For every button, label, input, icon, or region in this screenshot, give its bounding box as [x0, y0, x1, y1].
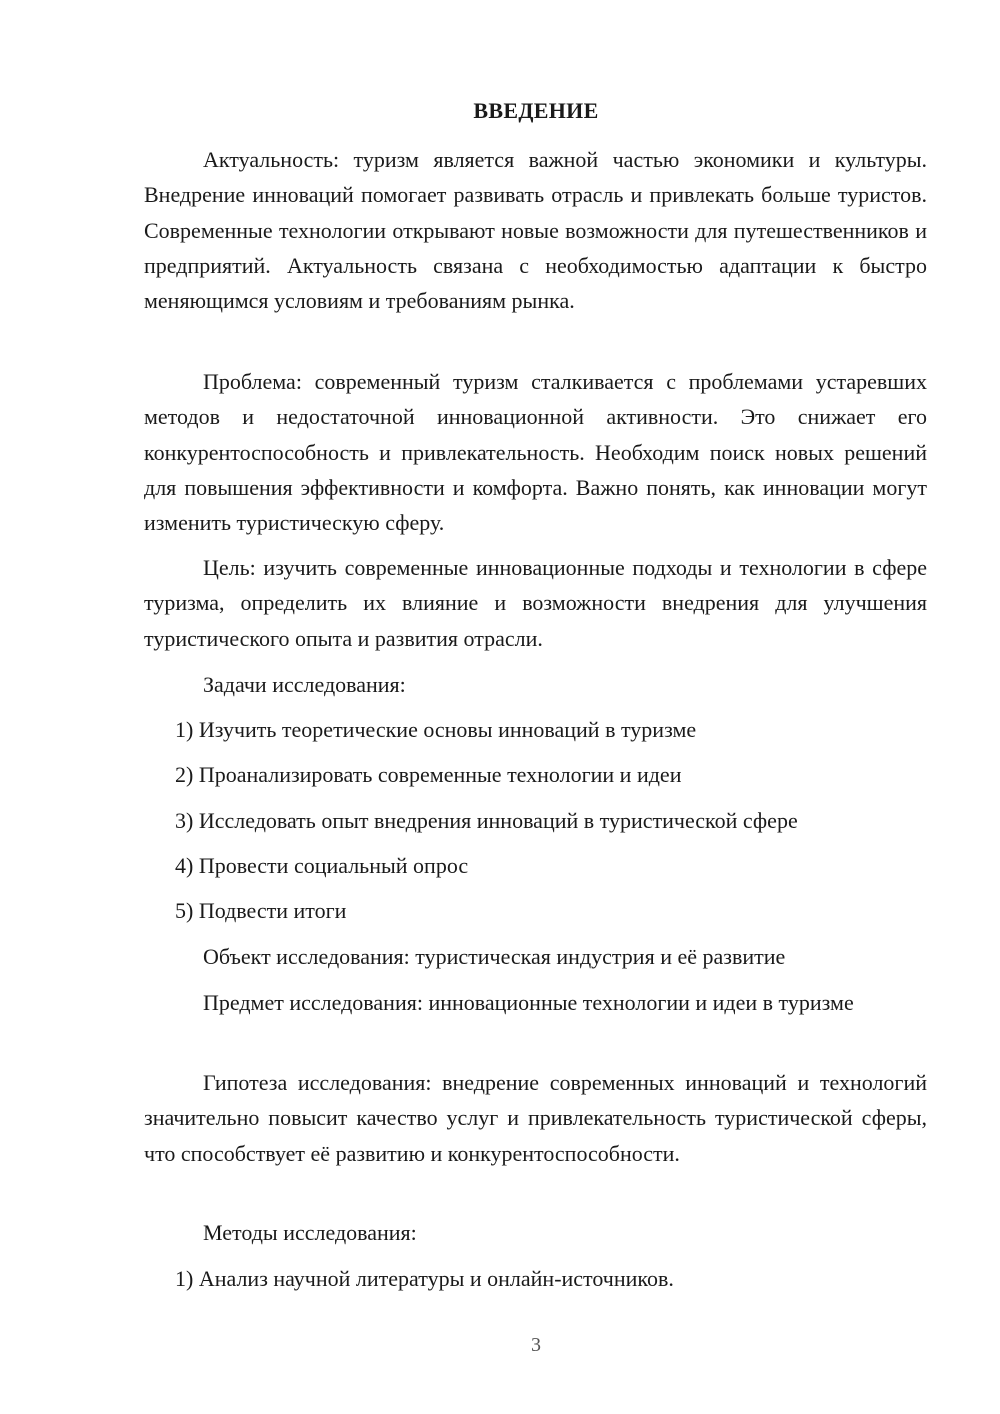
- hypothesis-paragraph: Гипотеза исследования: внедрение современных инноваций и технологий значительно повысит качество услуг и привлекательность туристической сферы, что способствует её развитию и конкурентоспособности.: [144, 1070, 927, 1166]
- section-title: ВВЕДЕНИЕ: [473, 98, 599, 123]
- page-number: 3: [531, 1334, 541, 1356]
- subject-paragraph: Предмет исследования: инновационные технологии и идеи в туризме: [203, 990, 854, 1015]
- relevance-paragraph: Актуальность: туризм является важной частью экономики и культуры. Внедрение инноваций помогает развивать отрасль и привлекать больше туристов. Современные технологии открывают новые возможности для путешественников и предприятий. Актуальность связана с необходимостью адаптации к быстро меняющимся условиям и требованиям рынка.: [144, 147, 927, 314]
- task-item-4: 4) Провести социальный опрос: [175, 853, 469, 878]
- task-item-3: 3) Исследовать опыт внедрения инноваций в туристической сфере: [175, 808, 798, 833]
- method-item-1: 1) Анализ научной литературы и онлайн-источников.: [175, 1266, 674, 1291]
- tasks-heading: Задачи исследования:: [203, 672, 406, 697]
- methods-heading: Методы исследования:: [203, 1220, 417, 1245]
- task-item-5: 5) Подвести итоги: [175, 898, 347, 923]
- problem-paragraph: Проблема: современный туризм сталкивается с проблемами устаревших методов и недостаточной инновационной активности. Это снижает его конкурентоспособность и привлекательность. Необходим поиск новых решений для повышения эффективности и комфорта. Важно понять, как инновации могут изменить туристическую сферу.: [144, 369, 927, 536]
- object-line: Объект исследования: туристическая индустрия и её развитие: [203, 944, 786, 969]
- goal-paragraph: Цель: изучить современные инновационные подходы и технологии в сфере туризма, определить их влияние и возможности внедрения для улучшения туристического опыта и развития отрасли.: [144, 555, 927, 651]
- task-item-2: 2) Проанализировать современные технологии и идеи: [175, 762, 682, 787]
- task-item-1: 1) Изучить теоретические основы инноваций в туризме: [175, 717, 697, 742]
